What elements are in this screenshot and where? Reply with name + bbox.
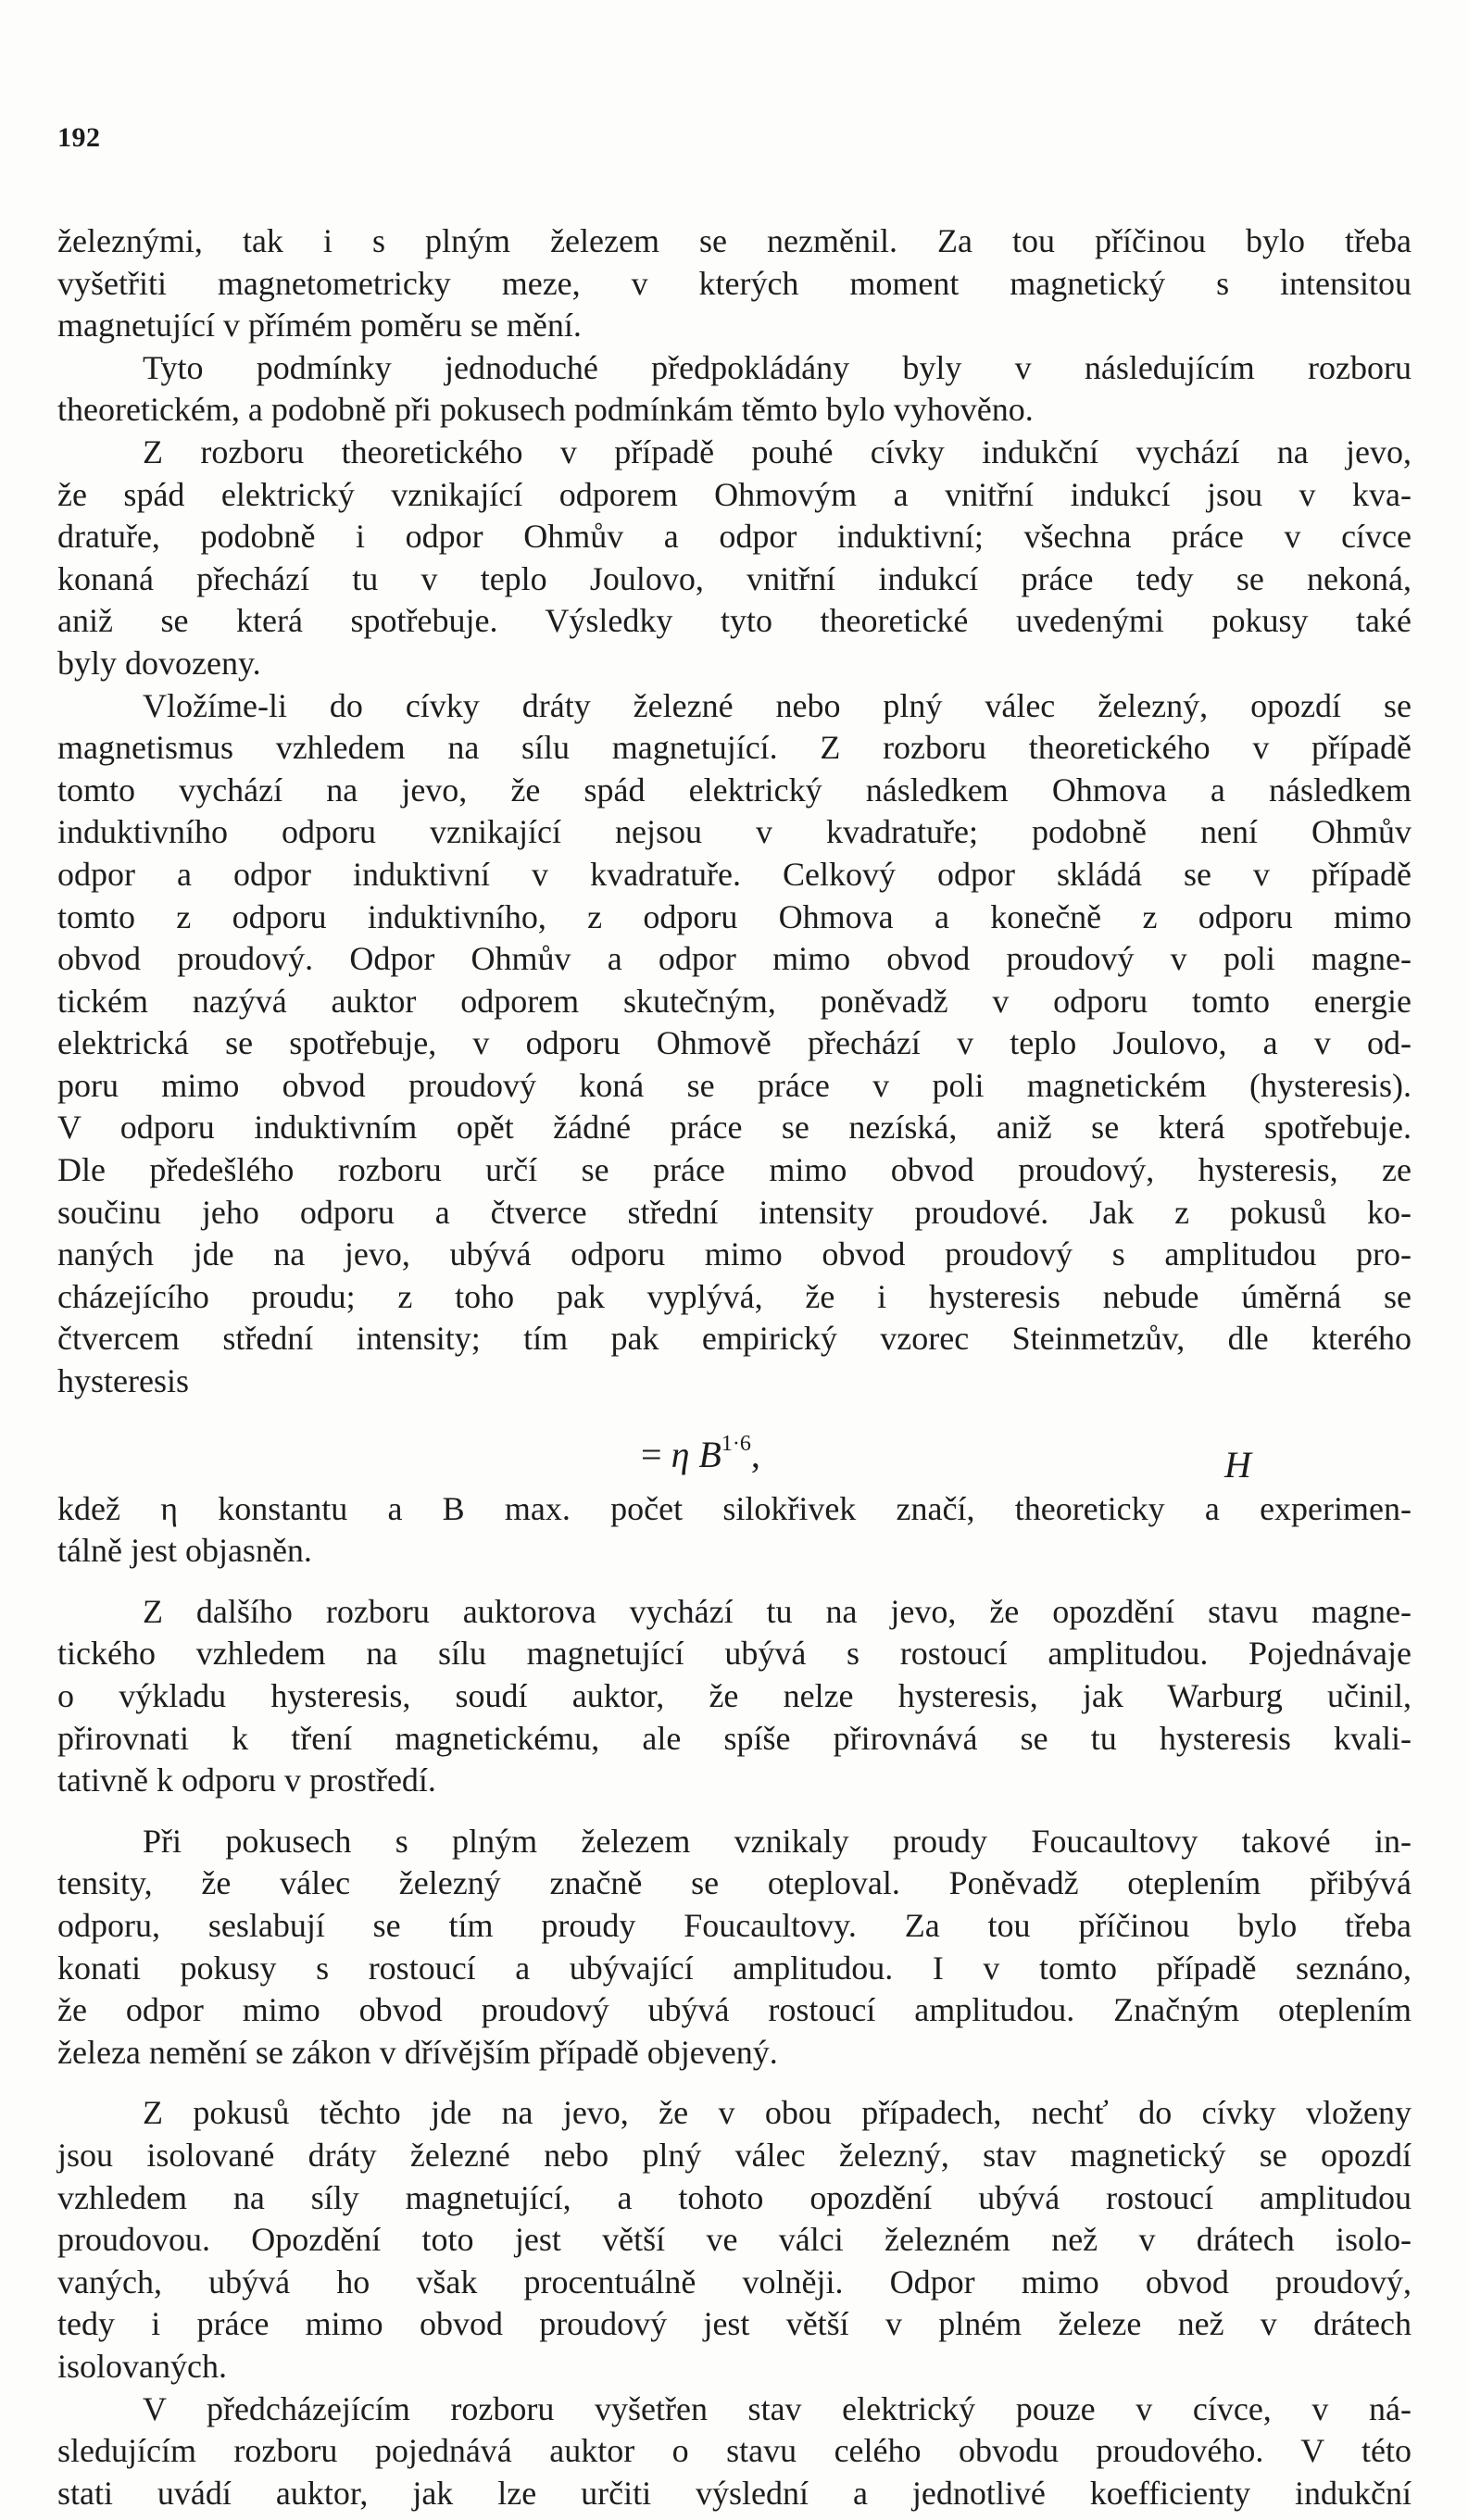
text-line: tensity, že válec železný značně se oteploval. Poněvadž oteplením přibývá [57,1864,1412,1902]
text-line: tedy i práce mimo obvod proudový jest větší v plném železe než v drátech [57,2305,1412,2343]
text-line: tomto z odporu induktivního, z odporu Ohmova a konečně z odporu mimo [57,897,1412,935]
text-line: jsou isolované dráty železné nebo plný válec železný, stav magnetický se opozdí [57,2136,1412,2174]
text-line: čtvercem střední intensity; tím pak empirický vzorec Steinmetzův, dle kterého [57,1320,1412,1358]
text-line: elektrická se spotřebuje, v odporu Ohmově přechází v teplo Joulovo, a v od- [57,1024,1412,1062]
text-line: tomto vychází na jevo, že spád elektrický následkem Ohmova a následkem [57,771,1412,809]
text-line: cházejícího proudu; z toho pak vyplývá, že i hysteresis nebude úměrná se [57,1277,1412,1315]
text-line: naných jde na jevo, ubývá odporu mimo obvod proudový s amplitudou pro- [57,1235,1412,1273]
text-line: vaných, ubývá ho však procentuálně volněji. Odpor mimo obvod proudový, [57,2263,1412,2301]
text-line: tického vzhledem na sílu magnetující ubývá s rostoucí amplitudou. Pojednávaje [57,1635,1412,1673]
text-line: že spád elektrický vznikající odporem Ohmovým a vnitřní indukcí jsou v kva- [57,475,1412,513]
text-line: Vložíme-li do cívky dráty železné nebo plný válec železný, opozdí se [143,686,1412,724]
text-line: stati uvádí auktor, jak lze určiti výslední a jednotlivé koefficienty indukční [57,2474,1412,2512]
text-line: magnetismus vzhledem na sílu magnetující. Z rozboru theoretického v případě [57,729,1412,767]
text-line: V odporu induktivním opět žádné práce se nezíská, aniž se která spotřebuje. [57,1109,1412,1147]
text-line: odpor a odpor induktivní v kvadratuře. Celkový odpor skládá se v případě [57,855,1412,893]
text-line: že odpor mimo obvod proudový ubývá rostoucí amplitudou. Značným oteplením [57,1991,1412,2029]
text-line: odporu, seslabují se tím proudy Foucaultovy. Za tou příčinou bylo třeba [57,1906,1412,1944]
text-line: tativně k odporu v prostředí. [57,1761,436,1799]
text-line: vyšetřiti magnetometricky meze, v kterých moment magnetický s intensitou [57,264,1412,302]
text-line: isolovaných. [57,2347,227,2385]
text-line: aniž se která spotřebuje. Výsledky tyto theoretické uvedenými pokusy také [57,602,1412,640]
page-number: 192 [57,122,101,153]
text-line: konati pokusy s rostoucí a ubývající amplitudou. I v tomto případě seznáno, [57,1949,1412,1987]
text-line: V předcházejícím rozboru vyšetřen stav elektrický pouze v cívce, v ná- [143,2389,1412,2427]
text-line: konaná přechází tu v teplo Joulovo, vnitřní indukcí práce tedy se nekoná, [57,559,1412,597]
text-line: Dle předešlého rozboru určí se práce mimo obvod proudový, hysteresis, ze [57,1151,1412,1189]
text-line: Při pokusech s plným železem vznikaly proudy Foucaultovy takové in- [143,1822,1412,1860]
text-line: sledujícím rozboru pojednává auktor o stavu celého obvodu proudového. V této [57,2432,1412,2470]
text-line: o výkladu hysteresis, soudí auktor, že nelze hysteresis, jak Warburg učinil, [57,1677,1412,1714]
text-line: vzhledem na síly magnetující, a tohoto opozdění ubývá rostoucí amplitudou [57,2178,1412,2216]
text-line: přirovnati k tření magnetickému, ale spíše přirovnává se tu hysteresis kvali- [57,1719,1412,1757]
text-line: dratuře, podobně i odpor Ohmův a odpor induktivní; všechna práce v cívce [57,518,1412,556]
text-line: Tyto podmínky jednoduché předpokládány byly v následujícím rozboru [143,348,1412,386]
text-line: magnetující v přímém poměru se mění. [57,307,582,345]
steinmetz-formula: H = η $B^{1\cdot 6}$, [641,1431,1251,1486]
text-line: hysteresis [57,1362,189,1400]
text-line: železa nemění se zákon v dřívějším případě objevený. [57,2033,778,2071]
text-line: Z pokusů těchto jde na jevo, že v obou případech, nechť do cívky vloženy [143,2094,1412,2132]
text-line: theoretickém, a podobně při pokusech podmínkám těmto bylo vyhověno. [57,391,1034,429]
text-line: železnými, tak i s plným železem se nezměnil. Za tou příčinou bylo třeba [57,222,1412,259]
body-text [57,220,1412,2514]
text-line: obvod proudový. Odpor Ohmův a odpor mimo obvod proudový v poli magne- [57,940,1412,978]
text-line: kdež η konstantu a B max. počet silokřivek značí, theoreticky a experimen- [57,1489,1412,1527]
text-line: proudovou. Opozdění toto jest větší ve válci železném než v drátech isolo- [57,2221,1412,2259]
text-line: byly dovozeny. [57,644,261,682]
text-line: tálně jest objasněn. [57,1532,312,1570]
text-line: součinu jeho odporu a čtverce střední intensity proudové. Jak z pokusů ko- [57,1193,1412,1231]
text-line: Z rozboru theoretického v případě pouhé cívky indukční vychází na jevo, [143,433,1412,470]
text-line: poru mimo obvod proudový koná se práce v poli magnetickém (hysteresis). [57,1066,1412,1104]
text-line: Z dalšího rozboru auktorova vychází tu na jevo, že opozdění stavu magne- [143,1592,1412,1630]
text-line: induktivního odporu vznikající nejsou v kvadratuře; podobně není Ohmův [57,813,1412,851]
text-line: tickém nazývá auktor odporem skutečným, poněvadž v odporu tomto energie [57,982,1412,1020]
